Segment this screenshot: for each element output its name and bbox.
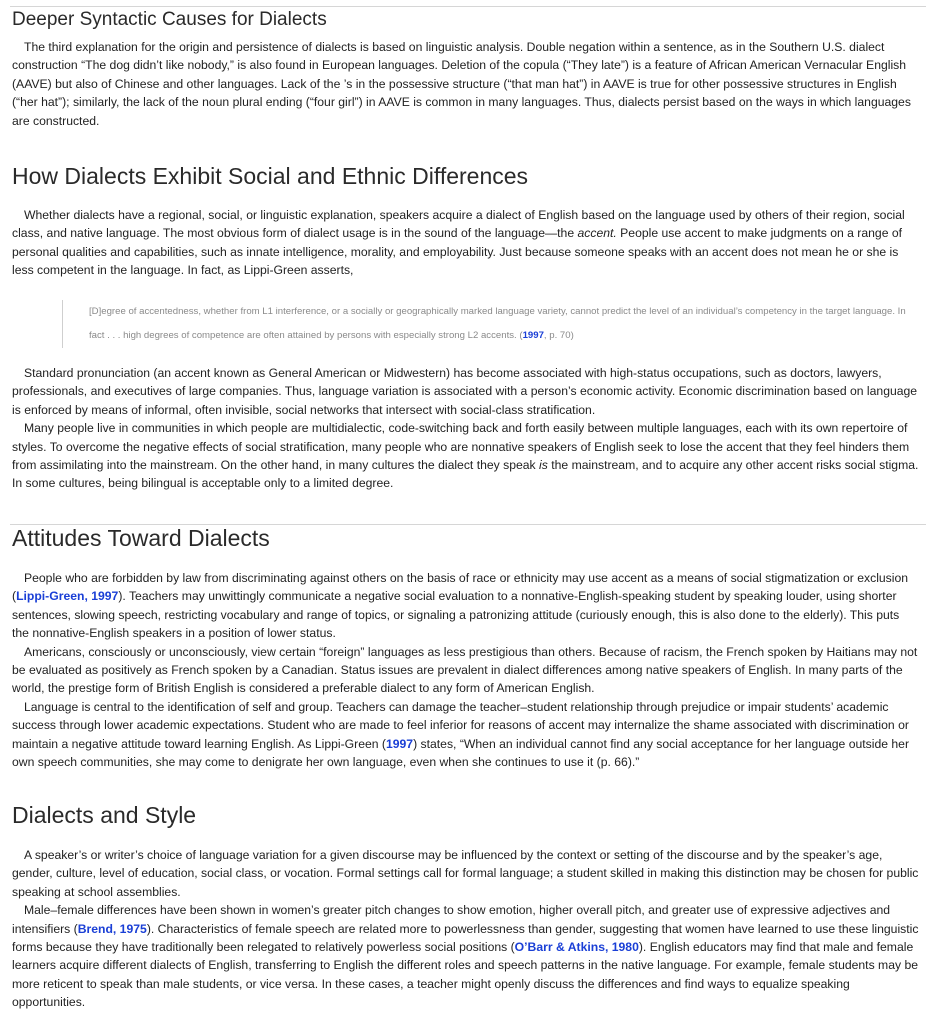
paragraph: A speaker’s or writer’s choice of language variation for a given discourse may be influenced by the context or setting of the discourse and by the speaker’s age, gender, culture, level of education, social class, or vocation. Formal settings call for formal language; a student skilled in making this distinction may be chosen for public speaking at school assemblies.	[12, 848, 919, 899]
paragraph: Whether dialects have a regional, social, or linguistic explanation, speakers acquire a dialect of English based on the language used by others of their region, social class, and native language. The most obvious form of dialect usage is in the sound of the language—the accent. People use accent to make judgments on a range of personal qualities and capabilities, such as innate intelligence, morality, and employability. Just because someone speaks with an accent does not mean he or she is less competent in the language. In fact, as Lippi-Green asserts,	[12, 208, 905, 278]
paragraph: Americans, consciously or unconsciously, view certain “foreign” languages as less prestigious than others. Because of racism, the French spoken by Haitians may not be evaluated as positively as French spoken by a Canadian. Status issues are prevalent in dialect differences among native speakers of English. In many parts of the world, the prestige form of British English is considered a preferable dialect to any form of American English.	[12, 644, 918, 696]
emphasis: accent.	[577, 226, 617, 241]
citation-link[interactable]: 1997	[522, 330, 544, 341]
paragraph: Standard pronunciation (an accent known as General American or Midwestern) has become associated with high-status occupations, such as doctors, lawyers, professionals, and executives of large companies. Thus, language variation is associated with a person’s economic activity. Economic discrimination based on language is enforced by means of informal, often invisible, social networks that intersect with social-class stratification.	[12, 366, 918, 417]
section-attitudes	[12, 523, 919, 553]
section-style-body	[12, 846, 919, 1012]
citation-link[interactable]: Lippi-Green, 1997	[16, 589, 119, 604]
section-heading: Deeper Syntactic Causes for Dialects	[12, 9, 327, 30]
quote-text: [D]egree of accentedness, whether from L1 interference, or a socially or geographically marked language variety, cannot predict the level of an individual’s competency in the target language. In fact . . . high degrees of competence are often attained by persons with especially strong L2 accents. (1997, p. 70)	[89, 306, 906, 341]
section-syntactic-causes	[12, 8, 919, 32]
section-heading: Dialects and Style	[12, 802, 197, 828]
section-syntactic-body	[12, 38, 919, 130]
section-social-differences	[12, 161, 919, 191]
section-dialects-style	[12, 800, 919, 830]
paragraph: Male–female differences have been shown in women’s greater pitch changes to show emotion, higher overall pitch, and greater use of expressive adjectives and intensifiers (Brend, 1975). Characteristics of female speech are related more to powerlessness than gender, suggesting that women have learned to use these linguistic forms because they have traditionally been relegated to relatively powerless social positions (O’Barr & Atkins, 1980). English educators may find that male and female learners acquire different dialects of English, transferring to English the different roles and speech patterns in the native language. For example, female students may be more reticent to speak than male students, or vice versa. In these cases, a teacher might openly discuss the differences and find ways to equalize speaking opportunities.	[12, 903, 919, 1010]
citation-link[interactable]: Brend, 1975	[77, 921, 147, 936]
section-divider	[10, 6, 926, 7]
citation-link[interactable]: O’Barr & Atkins, 1980	[514, 940, 639, 955]
section-social-body-2	[12, 364, 919, 493]
section-heading: How Dialects Exhibit Social and Ethnic Differences	[12, 163, 529, 189]
paragraph: The third explanation for the origin and persistence of dialects is based on linguistic analysis. Double negation within a sentence, as in the Southern U.S. dialect construction “The dog didn’t like nobody,” is also found in European languages. Deletion of the copula (“They late”) is a feature of African American Vernacular English (AAVE) but also of Chinese and other languages. Lack of the ’s in the possessive structure (“that man hat”) in AAVE is true for other possessive structures in English (“her hat”); similarly, the lack of the noun plural ending (“four girl”) in AAVE is common in many languages. Thus, dialects persist based on the ways in which languages are constructed.	[12, 40, 911, 128]
paragraph: Language is central to the identification of self and group. Teachers can damage the teacher–student relationship through prejudice or impair students’ academic success through lower academic expectations. Student who are made to feel inferior for reasons of accent may internalize the shame associated with discrimination or maintain a negative attitude toward learning English. As Lippi-Green (1997) states, “When an individual cannot find any social acceptance for her language outside her own speech communities, she may come to denigrate her own language, even when she continues to use it (p. 66).”	[12, 699, 910, 770]
section-heading: Attitudes Toward Dialects	[12, 525, 270, 551]
paragraph: Many people live in communities in which people are multidialectic, code-switching back and forth easily between multiple languages, each with its own repertoire of styles. To overcome the negative effects of social stratification, many people who are nonnative speakers of English seek to lose the accent that they feel hinders them from assimilating into the mainstream. On the other hand, in many cultures the dialect they speak is the mainstream, and to acquire any other accent risks social stigma. In some cultures, being bilingual is acceptable only to a limited degree.	[12, 421, 919, 491]
block-quote	[62, 300, 907, 348]
section-attitudes-body	[12, 569, 919, 771]
citation-link[interactable]: 1997	[385, 736, 414, 751]
emphasis: is	[539, 458, 548, 473]
section-social-body	[12, 206, 919, 280]
paragraph: People who are forbidden by law from discriminating against others on the basis of race or ethnicity may use accent as a means of social stigmatization or exclusion (Lippi-Green, 1997). Teachers may unwittingly communicate a negative social evaluation to a nonnative-English-speaking student by speaking louder, using shorter sentences, slowing speech, restricting vocabulary and range of topics, or signaling a patronizing attitude (curiously enough, this is also done to the elderly). This puts the nonnative-English speakers in a position of lower status.	[12, 571, 909, 641]
